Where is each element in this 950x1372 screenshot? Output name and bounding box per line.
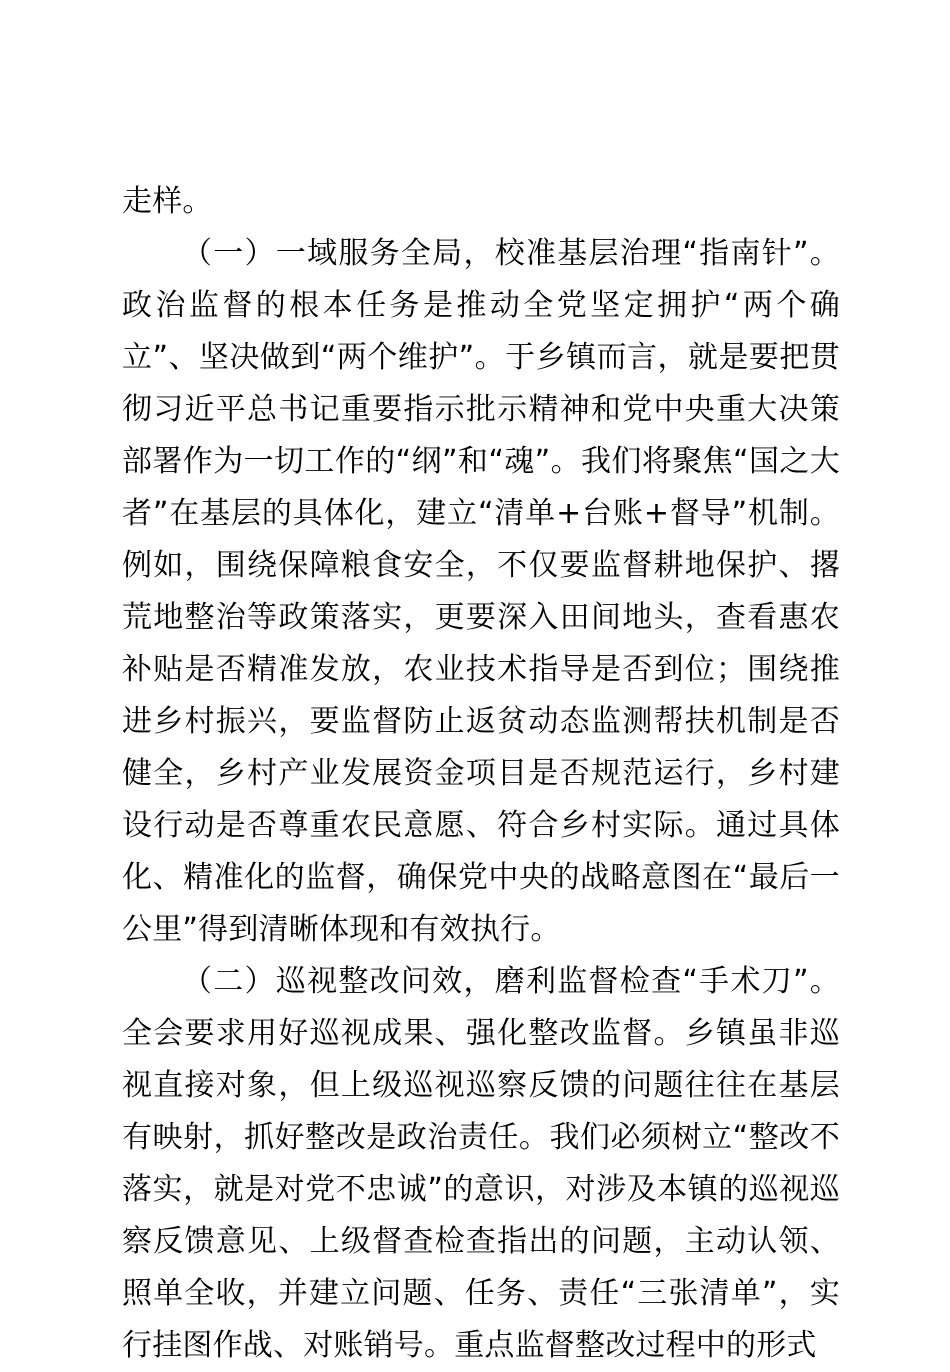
paragraph-continuation: 走样。 <box>122 184 213 219</box>
paragraph-section-two: （二）巡视整改问效，磨利监督检查“手术刀”。全会要求用好巡视成果、强化整改监督。乡镇虽非巡视直接对象，但上级巡视巡察反馈的问题往往在基层有映射，抓好整改是政治责任。我们必须树立“整改不落实，就是对党不忠诚”的意识，对涉及本镇的巡视巡察反馈意见、上级督查检查指出的问题，主动认领、照单全收，并建立问题、任务、责任“三张清单”，实行挂图作战、对账销号。重点监督整改过程中的形式 <box>122 964 840 1363</box>
paragraph-section-one: （一）一域服务全局，校准基层治理“指南针”。政治监督的根本任务是推动全党坚定拥护“两个确立”、坚决做到“两个维护”。于乡镇而言，就是要把贯彻习近平总书记重要指示批示精神和党中央重大决策部署作为一切工作的“纲”和“魂”。我们将聚焦“国之大者”在基层的具体化，建立“清单+台账+督导”机制。例如，围绕保障粮食安全，不仅要监督耕地保护、撂荒地整治等政策落实，更要深入田间地头，查看惠农补贴是否精准发放，农业技术指导是否到位；围绕推进乡村振兴，要监督防止返贫动态监测帮扶机制是否健全，乡村产业发展资金项目是否规范运行，乡村建设行动是否尊重农民意愿、符合乡村实际。通过具体化、精准化的监督，确保党中央的战略意图在“最后一公里”得到清晰体现和有效执行。 <box>122 236 840 947</box>
document-text-body <box>122 176 840 1372</box>
